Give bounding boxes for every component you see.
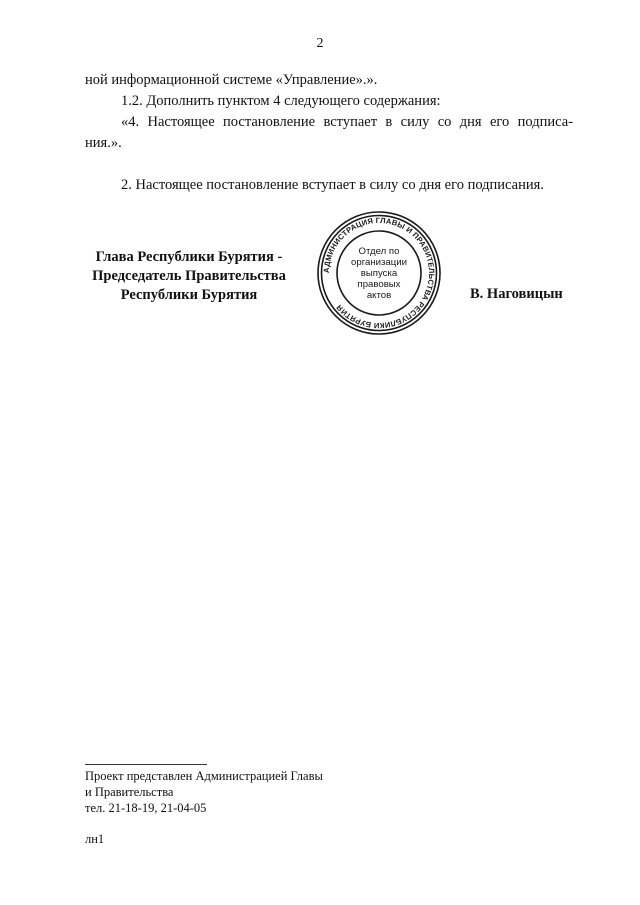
paragraph-gap [85,154,573,175]
position-line-1: Глава Республики Бурятия - [95,249,283,265]
paragraph-line-3 [85,112,573,133]
word: в [385,114,393,130]
paragraph-line-1: ной информационной системе «Управление».». [85,72,378,88]
word: «4. [121,114,140,130]
stamp-center-line-4: правовых [357,279,401,290]
signatory-name: В. Наговицын [470,286,563,302]
signatory-position [85,248,293,305]
footnote [85,768,323,816]
body-text [85,70,573,196]
word: дня [459,114,482,130]
word: постановление [223,114,316,130]
word: подписа- [517,114,573,130]
document-code: лн1 [85,832,105,846]
paragraph-line-2: 1.2. Дополнить пунктом 4 следующего содержания: [121,93,441,109]
official-stamp [316,210,442,336]
word: его [489,114,510,130]
stamp-center-line-2: организации [351,257,407,268]
word: Настоящее [147,114,215,130]
stamp-center-text [351,246,407,301]
stamp-ring-textpath: АДМИНИСТРАЦИЯ ГЛАВЫ И ПРАВИТЕЛЬСТВА РЕСПУБЛИКИ БУРЯТИЯ [321,215,437,331]
paragraph-line-5: 2. Настоящее постановление вступает в силу со дня его подписания. [121,177,544,193]
position-line-2: Председатель Правительства [92,268,286,284]
position-line-3: Республики Бурятия [120,287,258,303]
stamp-center-line-5: актов [366,290,392,301]
footnote-rule [85,764,207,765]
stamp-center-line-3: выпуска [360,268,398,279]
word: силу [400,114,430,130]
footnote-phone: тел. 21-18-19, 21-04-05 [85,801,207,815]
word: со [437,114,452,130]
footnote-line-1: Проект представлен Администрацией Главы [85,769,323,783]
paragraph-line-4: ния.». [85,135,122,151]
page-number: 2 [316,36,324,51]
footnote-line-2: и Правительства [85,785,174,799]
stamp-center-line-1: Отдел по [358,246,400,257]
word: вступает [323,114,378,130]
